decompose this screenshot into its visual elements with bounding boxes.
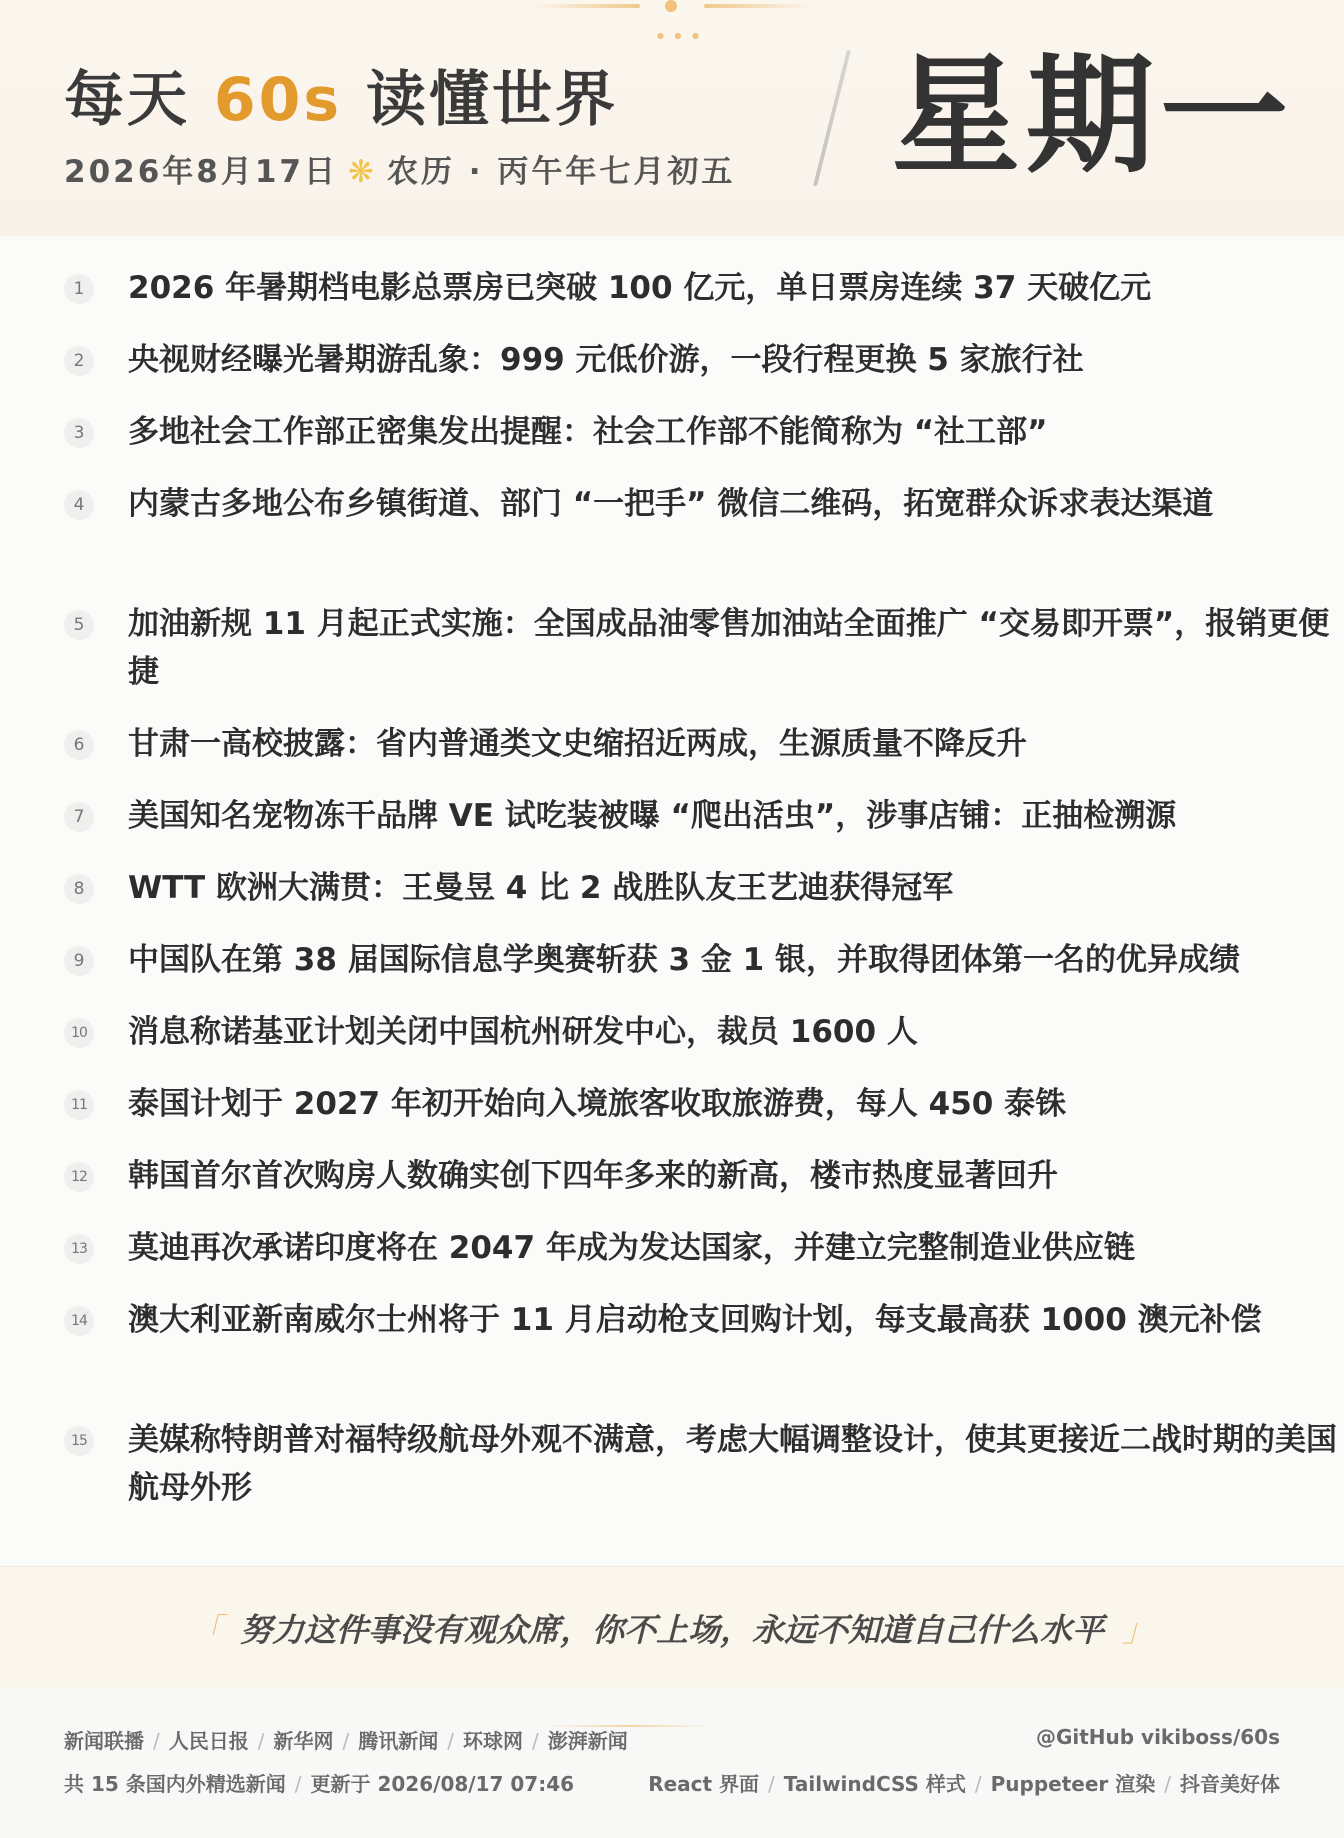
item-number: 10 (64, 1018, 94, 1048)
item-text: 美媒称特朗普对福特级航母外观不满意，考虑大幅调整设计，使其更接近二战时期的美国航母外形 (128, 1422, 1337, 1506)
top-decor-line (704, 4, 814, 8)
item-number: 11 (64, 1090, 94, 1120)
tech-credits (648, 1768, 1280, 1797)
news-count: 共 15 条国内外精选新闻 (64, 1772, 286, 1796)
item-text: 莫迪再次承诺印度将在 2047 年成为发达国家，并建立完整制造业供应链 (128, 1230, 1135, 1266)
quote-text: 努力这件事没有观众席，你不上场，永远不知道自己什么水平 (239, 1611, 1104, 1649)
separator: / (768, 1772, 775, 1796)
weekday: 星期一 (892, 42, 1295, 191)
item-number: 14 (64, 1306, 94, 1336)
item-text: 加油新规 11 月起正式实施：全国成品油零售加油站全面推广 “交易即开票”，报销更便捷 (128, 606, 1330, 690)
item-number: 12 (64, 1162, 94, 1192)
update-time: 更新于 2026/08/17 07:46 (310, 1772, 575, 1796)
tech-item: React 界面 (648, 1772, 760, 1796)
item-text: 泰国计划于 2027 年初开始向入境旅客收取旅游费，每人 450 泰铢 (128, 1086, 1067, 1122)
quote-open-mark: 「 (189, 1611, 222, 1649)
quote (0, 1605, 1344, 1651)
github-credit: @GitHub vikiboss/60s (1035, 1725, 1280, 1749)
separator: / (257, 1729, 265, 1753)
item-text: 甘肃一高校披露：省内普通类文史缩招近两成，生源质量不降反升 (128, 726, 1027, 762)
item-number: 4 (64, 490, 94, 520)
top-decor-dots: ● ● ● (657, 31, 704, 40)
separator: / (447, 1729, 454, 1753)
item-text: 多地社会工作部正密集发出提醒：社会工作部不能简称为 “社工部” (128, 414, 1048, 450)
item-number: 15 (64, 1426, 94, 1456)
meta-line (64, 1768, 574, 1797)
item-text: 澳大利亚新南威尔士州将于 11 月启动枪支回购计划，每支最高获 1000 澳元补偿 (128, 1302, 1262, 1338)
news-list (0, 236, 1344, 1566)
item-text: 韩国首尔首次购房人数确实创下四年多来的新高，楼市热度显著回升 (128, 1158, 1058, 1194)
tech-item: 抖音美好体 (1180, 1772, 1280, 1796)
item-number: 6 (64, 730, 94, 760)
lunar-date: 农历 · 丙午年七月初五 (386, 154, 736, 190)
separator: / (532, 1729, 539, 1753)
item-text: 央视财经曝光暑期游乱象：999 元低价游，一段行程更换 5 家旅行社 (128, 342, 1084, 378)
separator: / (294, 1772, 302, 1796)
item-number: 5 (64, 610, 94, 640)
item-number: 13 (64, 1234, 94, 1264)
separator: / (1164, 1772, 1171, 1796)
top-decor-line (530, 4, 640, 8)
page-title (64, 52, 618, 138)
item-text: 2026 年暑期档电影总票房已突破 100 亿元，单日票房连续 37 天破亿元 (128, 270, 1152, 306)
item-number: 9 (64, 946, 94, 976)
source-item: 澎湃新闻 (547, 1729, 628, 1753)
tech-item: Puppeteer 渲染 (990, 1772, 1156, 1796)
item-number: 8 (64, 874, 94, 904)
item-number: 3 (64, 418, 94, 448)
date: 2026年8月17日 (64, 154, 338, 190)
item-text: 内蒙古多地公布乡镇街道、部门 “一把手” 微信二维码，拓宽群众诉求表达渠道 (128, 486, 1214, 522)
header (0, 0, 1344, 237)
source-list (64, 1725, 628, 1754)
title-prefix: 每天 (64, 65, 190, 135)
separator: / (342, 1729, 350, 1753)
footer (0, 1687, 1344, 1838)
title-suffix: 读懂世界 (366, 65, 618, 135)
source-item: 新华网 (273, 1729, 334, 1753)
tech-item: TailwindCSS 样式 (783, 1772, 966, 1796)
separator: / (974, 1772, 982, 1796)
item-text: 消息称诺基亚计划关闭中国杭州研发中心，裁员 1600 人 (128, 1014, 918, 1050)
item-text: 中国队在第 38 届国际信息学奥赛斩获 3 金 1 银，并取得团体第一名的优异成绩 (128, 942, 1241, 978)
source-item: 人民日报 (168, 1729, 249, 1753)
item-text: 美国知名宠物冻干品牌 VE 试吃装被曝 “爬出活虫”，涉事店铺：正抽检溯源 (128, 798, 1177, 834)
top-decor-dot (665, 0, 677, 12)
item-number: 2 (64, 346, 94, 376)
quote-box (0, 1566, 1344, 1688)
flower-icon: ❋ (348, 154, 377, 190)
item-number: 1 (64, 274, 94, 304)
quote-close-mark: 」 (1122, 1611, 1155, 1649)
separator: / (153, 1729, 160, 1753)
source-item: 环球网 (463, 1729, 523, 1753)
date-line (64, 146, 735, 191)
item-number: 7 (64, 802, 94, 832)
divider-slash (813, 50, 851, 186)
title-accent: 60s (213, 65, 343, 135)
item-text: WTT 欧洲大满贯：王曼昱 4 比 2 战胜队友王艺迪获得冠军 (128, 870, 954, 906)
source-item: 腾讯新闻 (358, 1729, 439, 1753)
source-item: 新闻联播 (64, 1729, 144, 1753)
